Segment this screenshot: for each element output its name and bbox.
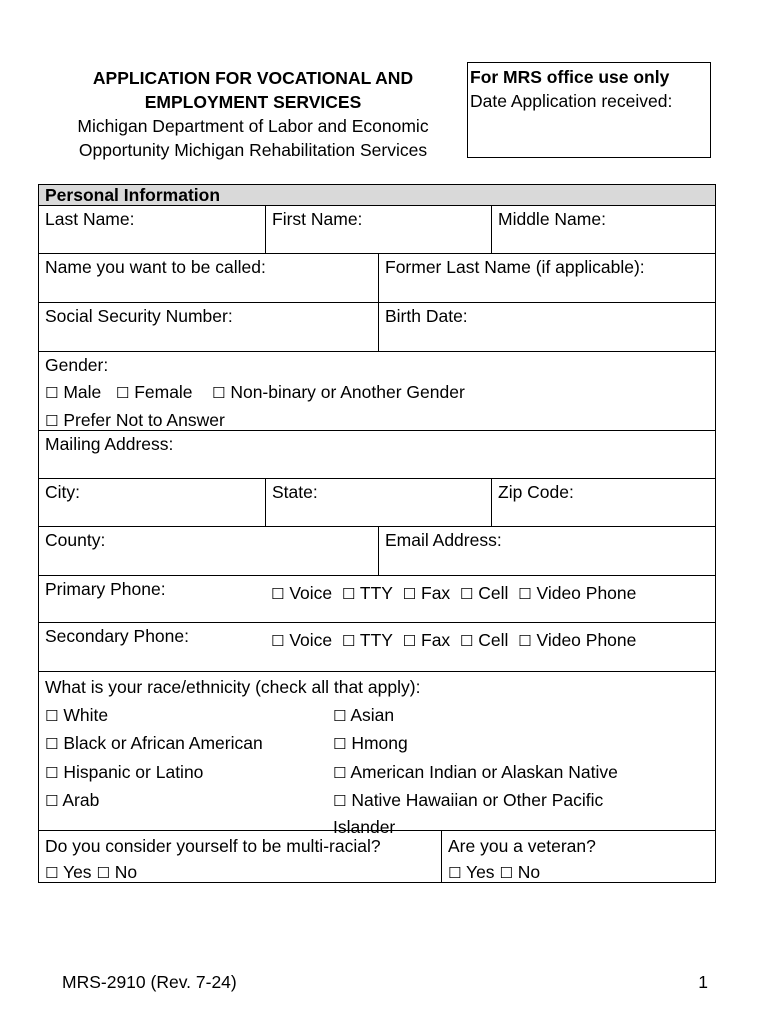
office-use-title: For MRS office use only bbox=[470, 67, 670, 87]
gender-nonbinary-label: Non-binary or Another Gender bbox=[230, 382, 465, 402]
race-label: What is your race/ethnicity (check all that apply): bbox=[45, 677, 421, 697]
birth-date-label: Birth Date: bbox=[385, 306, 468, 326]
mailing-address-label: Mailing Address: bbox=[45, 434, 174, 454]
multiracial-question: Do you consider yourself to be multi-racial? bbox=[45, 836, 381, 856]
zip-field[interactable] bbox=[491, 479, 715, 526]
multiracial-yes-option[interactable] bbox=[45, 862, 92, 882]
checkbox-icon[interactable]: ☐ bbox=[459, 632, 474, 650]
gender-nonbinary-option[interactable] bbox=[212, 382, 465, 402]
race-hmong-label: Hmong bbox=[351, 733, 408, 753]
called-name-label: Name you want to be called: bbox=[45, 257, 266, 277]
birth-date-field[interactable] bbox=[378, 303, 715, 351]
checkbox-icon[interactable]: ☐ bbox=[341, 632, 356, 650]
gender-male-label: Male bbox=[63, 382, 102, 402]
phone-tty-option[interactable] bbox=[342, 583, 393, 603]
multiracial-no-option[interactable] bbox=[96, 862, 137, 882]
alias-row bbox=[38, 254, 716, 303]
middle-name-label: Middle Name: bbox=[498, 209, 606, 229]
phone-fax-option[interactable] bbox=[403, 630, 451, 650]
checkbox-icon[interactable]: ☐ bbox=[402, 632, 417, 650]
checkbox-icon[interactable]: ☐ bbox=[333, 792, 347, 810]
email-label: Email Address: bbox=[385, 530, 502, 550]
city-field[interactable] bbox=[39, 479, 265, 526]
checkbox-icon[interactable]: ☐ bbox=[333, 735, 347, 753]
race-arab-label: Arab bbox=[62, 790, 100, 810]
form-title-line1: APPLICATION FOR VOCATIONAL AND bbox=[92, 68, 414, 88]
race-ethnicity-section bbox=[38, 672, 716, 837]
multiracial-veteran-row bbox=[38, 830, 716, 883]
gender-female-option[interactable] bbox=[116, 382, 193, 402]
phone-voice-label: Voice bbox=[289, 630, 333, 650]
phone-tty-label: TTY bbox=[359, 630, 393, 650]
yes-label: Yes bbox=[466, 862, 495, 882]
former-last-name-label: Former Last Name (if applicable): bbox=[385, 257, 645, 277]
office-use-box bbox=[467, 62, 711, 158]
checkbox-icon[interactable]: ☐ bbox=[45, 412, 59, 430]
no-label: No bbox=[114, 862, 138, 882]
phone-voice-label: Voice bbox=[289, 583, 333, 603]
section-header-personal: Personal Information bbox=[38, 184, 716, 206]
race-native-hawaiian-option[interactable] bbox=[333, 787, 618, 816]
ssn-label: Social Security Number: bbox=[45, 306, 233, 326]
phone-voice-option[interactable] bbox=[271, 583, 332, 603]
checkbox-icon[interactable]: ☐ bbox=[402, 585, 417, 603]
phone-fax-label: Fax bbox=[421, 583, 451, 603]
date-received-label: Date Application received: bbox=[470, 91, 673, 111]
primary-phone-label: Primary Phone: bbox=[45, 579, 166, 599]
multiracial-field bbox=[39, 831, 441, 882]
department-line2: Opportunity Michigan Rehabilitation Services bbox=[78, 140, 428, 160]
name-row bbox=[38, 206, 716, 254]
race-american-indian-label: American Indian or Alaskan Native bbox=[350, 761, 618, 782]
yes-label: Yes bbox=[63, 862, 92, 882]
middle-name-field[interactable] bbox=[491, 206, 715, 253]
checkbox-icon[interactable]: ☐ bbox=[518, 585, 532, 603]
mailing-row bbox=[38, 431, 716, 479]
phone-cell-label: Cell bbox=[478, 630, 509, 650]
first-name-field[interactable] bbox=[265, 206, 491, 253]
state-field[interactable] bbox=[265, 479, 491, 526]
gender-prefer-not-label: Prefer Not to Answer bbox=[63, 410, 225, 430]
race-hispanic-label: Hispanic or Latino bbox=[63, 761, 204, 782]
race-asian-label: Asian bbox=[350, 704, 395, 725]
mailing-address-field[interactable] bbox=[39, 431, 715, 478]
former-last-name-field[interactable] bbox=[378, 254, 715, 302]
gender-field bbox=[39, 352, 715, 430]
last-name-field[interactable] bbox=[39, 206, 265, 253]
phone-cell-option[interactable] bbox=[460, 583, 508, 603]
phone-cell-option[interactable] bbox=[460, 630, 508, 650]
checkbox-icon[interactable]: ☐ bbox=[45, 763, 59, 782]
county-label: County: bbox=[45, 530, 106, 550]
race-white-label: White bbox=[63, 704, 109, 725]
checkbox-icon[interactable]: ☐ bbox=[212, 384, 226, 402]
phone-cell-label: Cell bbox=[478, 583, 509, 603]
department-line1: Michigan Department of Labor and Economic bbox=[77, 116, 429, 136]
ssn-field[interactable] bbox=[39, 303, 378, 351]
first-name-label: First Name: bbox=[272, 209, 363, 229]
veteran-question: Are you a veteran? bbox=[448, 836, 596, 856]
phone-fax-label: Fax bbox=[421, 630, 451, 650]
form-title-line2: EMPLOYMENT SERVICES bbox=[144, 92, 362, 112]
veteran-no-option[interactable] bbox=[499, 862, 540, 882]
page-number: 1 bbox=[698, 972, 708, 992]
primary-phone-row bbox=[38, 576, 716, 623]
gender-female-label: Female bbox=[134, 382, 193, 402]
checkbox-icon[interactable]: ☐ bbox=[333, 706, 347, 725]
secondary-phone-type-options bbox=[271, 629, 636, 652]
checkbox-icon[interactable]: ☐ bbox=[341, 585, 356, 603]
veteran-field bbox=[441, 831, 715, 882]
form-title-block bbox=[40, 66, 466, 162]
personal-information-form bbox=[38, 184, 716, 883]
race-american-indian-option[interactable] bbox=[333, 759, 618, 788]
checkbox-icon[interactable]: ☐ bbox=[45, 864, 59, 882]
no-label: No bbox=[517, 862, 541, 882]
checkbox-icon[interactable]: ☐ bbox=[448, 864, 462, 882]
phone-video-label: Video Phone bbox=[536, 630, 637, 650]
gender-row bbox=[38, 352, 716, 431]
form-id: MRS-2910 (Rev. 7-24) bbox=[62, 972, 237, 992]
city-row bbox=[38, 479, 716, 527]
checkbox-icon[interactable]: ☐ bbox=[45, 735, 59, 753]
race-native-hawaiian-label: Native Hawaiian or Other Pacific bbox=[351, 790, 604, 810]
race-hmong-option[interactable] bbox=[333, 730, 618, 759]
state-label: State: bbox=[272, 482, 318, 502]
phone-video-label: Video Phone bbox=[536, 583, 637, 603]
county-row bbox=[38, 527, 716, 576]
checkbox-icon[interactable]: ☐ bbox=[459, 585, 474, 603]
gender-prefer-not-option[interactable] bbox=[45, 410, 225, 430]
checkbox-icon[interactable]: ☐ bbox=[518, 632, 532, 650]
gender-male-option[interactable] bbox=[45, 382, 101, 402]
zip-label: Zip Code: bbox=[498, 482, 574, 502]
race-asian-option[interactable] bbox=[333, 702, 618, 731]
phone-voice-option[interactable] bbox=[271, 630, 332, 650]
phone-tty-label: TTY bbox=[359, 583, 393, 603]
phone-video-option[interactable] bbox=[518, 583, 636, 603]
checkbox-icon[interactable]: ☐ bbox=[271, 632, 285, 650]
called-name-field[interactable] bbox=[39, 254, 378, 302]
checkbox-icon[interactable]: ☐ bbox=[333, 763, 347, 782]
checkbox-icon[interactable]: ☐ bbox=[45, 384, 59, 402]
primary-phone-type-options bbox=[271, 582, 636, 605]
race-native-hawaiian-cont: Islander bbox=[333, 816, 396, 837]
checkbox-icon[interactable]: ☐ bbox=[45, 706, 59, 725]
phone-fax-option[interactable] bbox=[403, 583, 451, 603]
phone-video-option[interactable] bbox=[518, 630, 636, 650]
secondary-phone-row bbox=[38, 623, 716, 672]
checkbox-icon[interactable]: ☐ bbox=[45, 792, 59, 810]
checkbox-icon[interactable]: ☐ bbox=[96, 864, 110, 882]
checkbox-icon[interactable]: ☐ bbox=[115, 384, 130, 402]
county-field[interactable] bbox=[39, 527, 378, 575]
secondary-phone-label: Secondary Phone: bbox=[45, 626, 189, 646]
checkbox-icon[interactable]: ☐ bbox=[271, 585, 285, 603]
veteran-yes-option[interactable] bbox=[448, 862, 495, 882]
checkbox-icon[interactable]: ☐ bbox=[499, 864, 513, 882]
city-label: City: bbox=[45, 482, 80, 502]
race-black-label: Black or African American bbox=[63, 733, 263, 753]
email-field[interactable] bbox=[378, 527, 715, 575]
ssn-row bbox=[38, 303, 716, 352]
last-name-label: Last Name: bbox=[45, 209, 135, 229]
phone-tty-option[interactable] bbox=[342, 630, 393, 650]
gender-label: Gender: bbox=[45, 355, 109, 375]
